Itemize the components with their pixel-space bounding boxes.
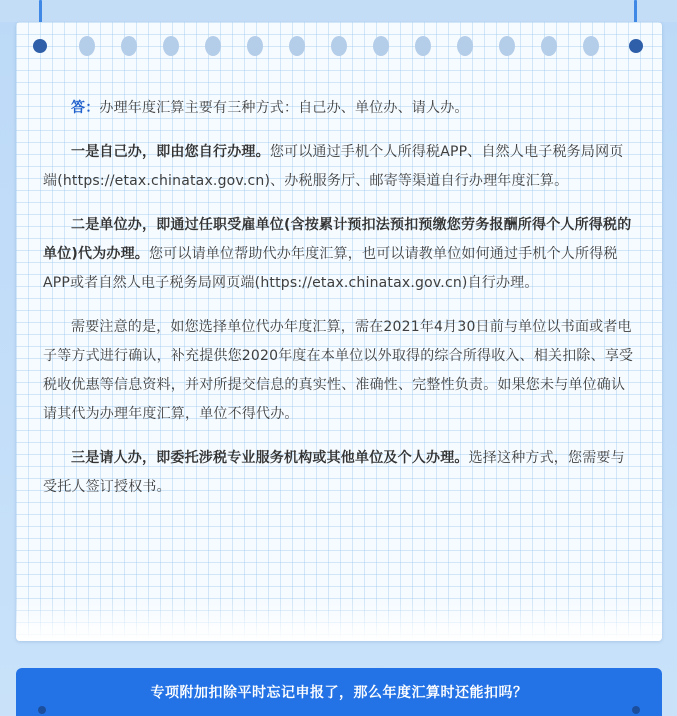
notice-paragraph: 需要注意的是，如您选择单位代办年度汇算，需在2021年4月30日前与单位以书面或者电子等方式进行确认，补充提供您2020年度在本单位以外取得的综合所得收入、相关扣除、享受税收优惠等信息资料，并对所提交信息的真实性、准确性、完整性负责。如果您未与单位确认请其代为办理年度汇算，单位不得代办。 xyxy=(43,319,634,422)
binder-ring-icon xyxy=(163,36,179,56)
binder-ring-icon xyxy=(121,36,137,56)
binder-ring-icon xyxy=(415,36,431,56)
binder-ring-icon xyxy=(205,36,221,56)
answer-intro xyxy=(43,94,635,123)
card-fade xyxy=(16,601,662,641)
method-agent-heading: 三是请人办，即委托涉税专业服务机构或其他单位及个人办理。 xyxy=(71,450,469,466)
method-agent xyxy=(43,444,635,502)
top-strip xyxy=(0,0,677,22)
binder-ring-icon xyxy=(629,39,643,53)
binder-ring-icon xyxy=(583,36,599,56)
binder-ring-icon xyxy=(247,36,263,56)
method-self xyxy=(43,138,635,196)
bar-dot-icon xyxy=(632,706,640,714)
next-question-title: 专项附加扣除平时忘记申报了，那么年度汇算时还能扣吗？ xyxy=(150,685,528,701)
answer-card xyxy=(16,22,662,641)
method-self-text: 您可以通过手机个人所得税APP、自然人电子税务局网页端(https://etax.chinatax.gov.cn)、办税服务厅、邮寄等渠道自行办理年度汇算。 xyxy=(43,144,624,189)
answer-intro-text: 办理年度汇算主要有三种方式：自己办、单位办、请人办。 xyxy=(99,100,469,116)
next-question-bar[interactable] xyxy=(16,668,662,716)
answer-label: 答： xyxy=(71,100,100,116)
binder-ring-icon xyxy=(499,36,515,56)
method-agent-text: 选择这种方式，您需要与受托人签订授权书。 xyxy=(43,450,625,495)
method-self-heading: 一是自己办，即由您自行办理。 xyxy=(71,144,270,160)
binder-ring-icon xyxy=(373,36,389,56)
method-employer-heading: 二是单位办，即通过任职受雇单位(含按累计预扣法预扣预缴您劳务报酬所得个人所得税的单位)代为办理。 xyxy=(43,217,632,262)
bar-dot-icon xyxy=(38,706,46,714)
binder-ring-icon xyxy=(331,36,347,56)
binder-ring-icon xyxy=(457,36,473,56)
method-employer xyxy=(43,211,635,298)
method-employer-text: 您可以请单位帮助代办年度汇算，也可以请教单位如何通过手机个人所得税APP或者自然人电子税务局网页端(https://etax.chinatax.gov.cn)自行办理。 xyxy=(43,246,618,291)
binder-ring-icon xyxy=(289,36,305,56)
binder-ring-icon xyxy=(541,36,557,56)
binder-rings xyxy=(16,36,662,56)
binder-ring-icon xyxy=(79,36,95,56)
binder-ring-icon xyxy=(33,39,47,53)
answer-content xyxy=(43,94,635,517)
